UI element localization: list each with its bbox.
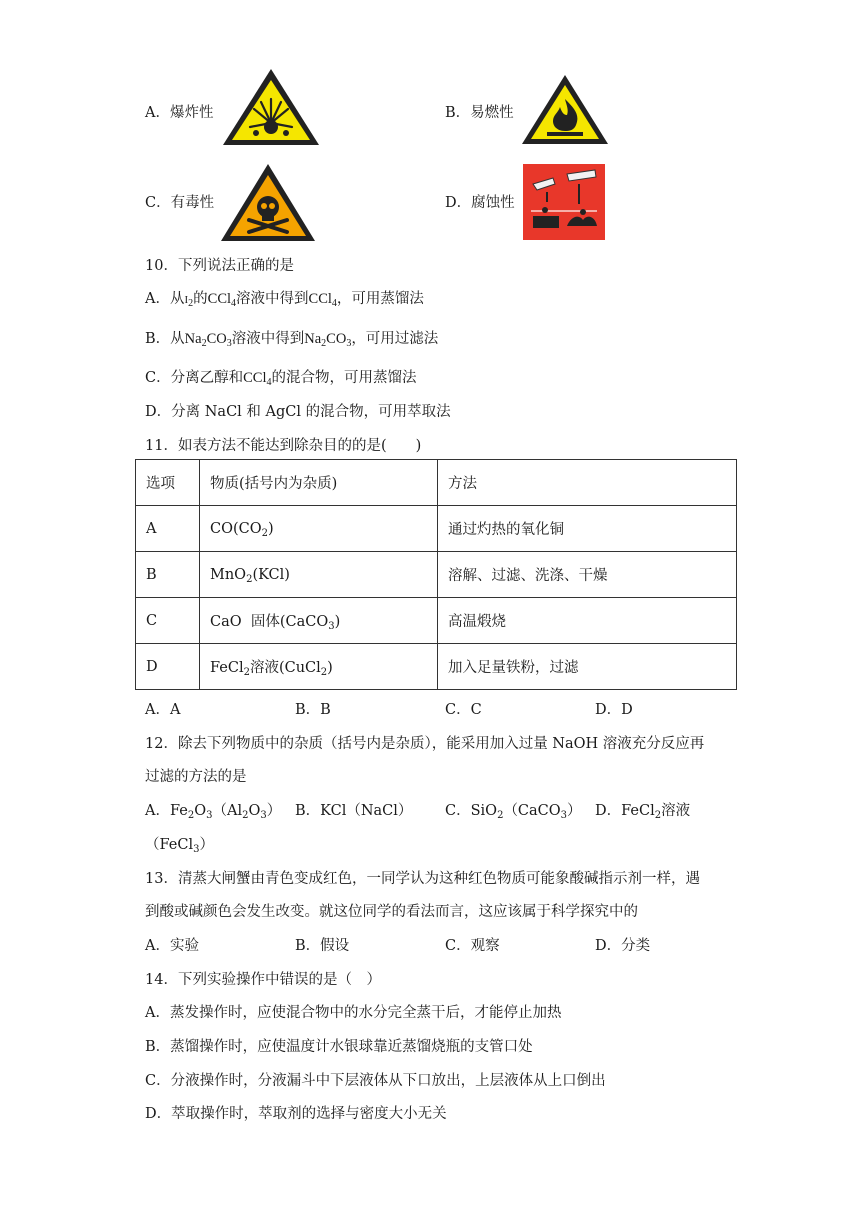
- table-row: [136, 644, 737, 690]
- explosive-hazard-icon: [221, 67, 321, 149]
- table-cell-option: B: [136, 552, 200, 598]
- q13-option-c: C．观察: [445, 938, 500, 954]
- q9-option-c: C．有毒性: [145, 195, 215, 211]
- q10-stem: 10．下列说法正确的是: [145, 258, 294, 274]
- q11-answer-a: A．A: [145, 702, 181, 718]
- table-cell-substance: MnO$_2$(KCl): [200, 552, 438, 598]
- table-row: [136, 506, 737, 552]
- table-cell-substance: FeCl$_2$溶液(CuCl$_2$): [200, 644, 438, 690]
- table-header-row: [136, 460, 737, 506]
- q14-option-b: B．蒸馏操作时，应使温度计水银球靠近蒸馏烧瓶的支管口处: [145, 1039, 533, 1055]
- q13-option-d: D．分类: [595, 938, 651, 954]
- table-cell-method: 高温煅烧: [438, 598, 737, 644]
- toxic-hazard-icon: [219, 162, 317, 244]
- q12-option-b: B．KCl（NaCl）: [295, 803, 413, 819]
- table-header-cell: 物质(括号内为杂质): [200, 460, 438, 506]
- table-cell-method: 加入足量铁粉，过滤: [438, 644, 737, 690]
- q11-answer-b: B．B: [295, 702, 331, 718]
- q13-stem-line2: 到酸或碱颜色会发生改变。就这位同学的看法而言，这应该属于科学探究中的: [145, 904, 638, 920]
- table-cell-option: D: [136, 644, 200, 690]
- q9-option-a: A．爆炸性: [145, 105, 214, 121]
- flammable-hazard-icon: [520, 73, 610, 147]
- table-header-cell: 方法: [438, 460, 737, 506]
- table-cell-option: C: [136, 598, 200, 644]
- q9-option-d: D．腐蚀性: [445, 195, 515, 211]
- table-cell-substance: $CO(CO_2)$: [200, 506, 438, 552]
- q14-option-c: C．分液操作时，分液漏斗中下层液体从下口放出，上层液体从上口倒出: [145, 1073, 606, 1089]
- q10-option-a: A．从$I_2$的CCl$_4$溶液中得到CCl$_4$，可用蒸馏法: [145, 291, 424, 309]
- q14-option-d: D．萃取操作时，萃取剂的选择与密度大小无关: [145, 1106, 447, 1122]
- q10-option-b: B．从$Na_2CO_3$溶液中得到$Na_2CO_3$，可用过滤法: [145, 331, 439, 349]
- q11-stem: 11．如表方法不能达到除杂目的的是( ): [145, 438, 422, 454]
- q14-stem: 14．下列实验操作中错误的是（ ）: [145, 972, 381, 988]
- corrosive-hazard-icon: [523, 164, 605, 240]
- q12-stem-line1: 12．除去下列物质中的杂质（括号内是杂质），能采用加入过量 NaOH 溶液充分反应再: [145, 736, 705, 752]
- table-cell-method: 溶解、过滤、洗涤、干燥: [438, 552, 737, 598]
- q12-option-a: A．$Fe_2O_3(Al_2O_3)$: [145, 803, 282, 821]
- q12-option-d: D．FeCl$_2$溶液: [595, 803, 691, 821]
- q9-option-b: B．易燃性: [445, 105, 514, 121]
- q11-table: [135, 459, 737, 690]
- table-cell-substance: CaO 固体(CaCO$_3$): [200, 598, 438, 644]
- q11-answer-d: D．D: [595, 702, 633, 718]
- q11-answer-c: C．C: [445, 702, 482, 718]
- table-cell-method: 通过灼热的氧化铜: [438, 506, 737, 552]
- q12-stem-line2: 过滤的方法的是: [145, 769, 247, 785]
- table-cell-option: A: [136, 506, 200, 552]
- table-row: [136, 598, 737, 644]
- q10-option-d: D．分离 NaCl 和 AgCl 的混合物，可用萃取法: [145, 404, 451, 420]
- table-header-cell: 选项: [136, 460, 200, 506]
- q12-option-c: C．SiO$_2$（CaCO$_3$）: [445, 803, 582, 821]
- q13-option-b: B．假设: [295, 938, 350, 954]
- q14-option-a: A．蒸发操作时，应使混合物中的水分完全蒸干后，才能停止加热: [145, 1005, 562, 1021]
- q10-option-c: C．分离乙醇和CCl$_4$的混合物，可用蒸馏法: [145, 370, 417, 388]
- q13-option-a: A．实验: [145, 938, 199, 954]
- q12-option-d-continued: （FeCl$_3$）: [145, 837, 214, 855]
- q13-stem-line1: 13．清蒸大闸蟹由青色变成红色，一同学认为这种红色物质可能象酸碱指示剂一样，遇: [145, 871, 700, 887]
- table-row: [136, 552, 737, 598]
